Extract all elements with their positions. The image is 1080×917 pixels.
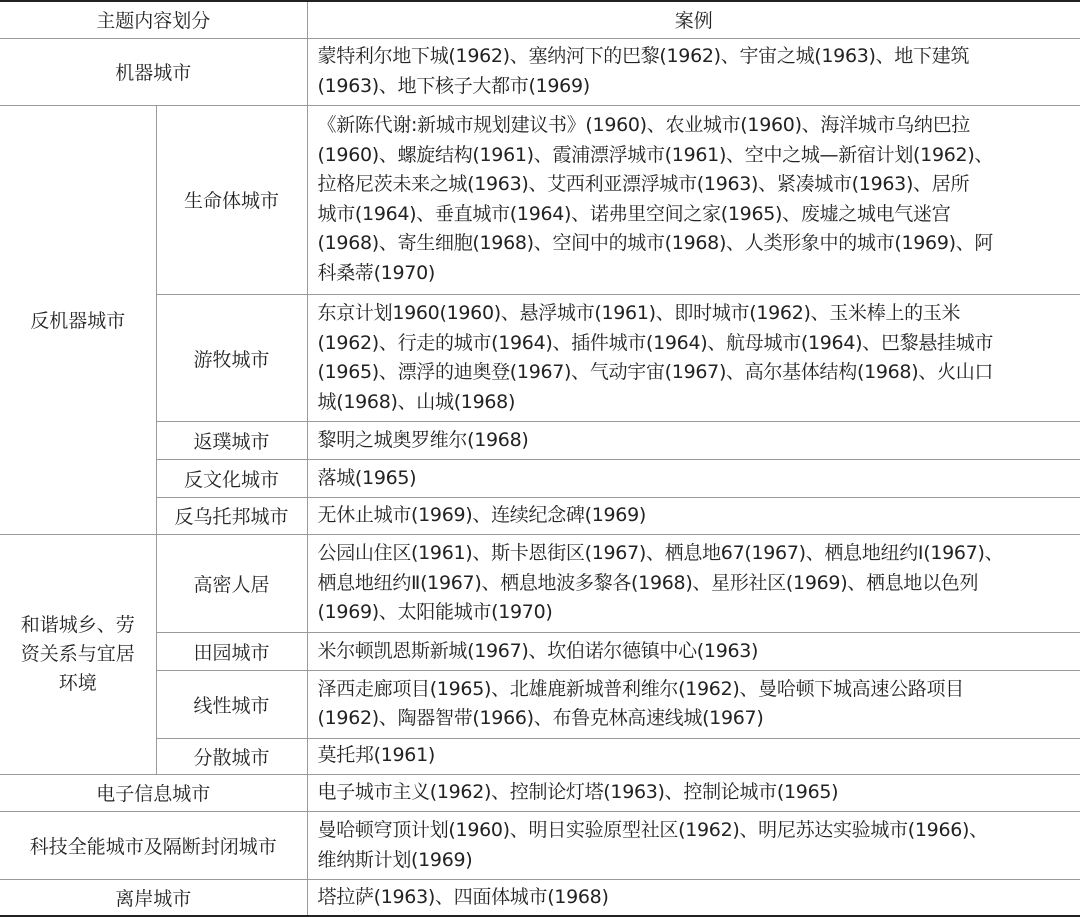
examples-return-simple-city: 黎明之城奥罗维尔(1968) — [307, 422, 1080, 460]
examples-nomadic-city: 东京计划1960(1960)、悬浮城市(1961)、即时城市(1962)、玉米棒上的玉米 (1962)、行走的城市(1964)、插件城市(1964)、航母城市(1964)、巴黎悬挂城市 (1965)、漂浮的迪奥登(1967)、气动宇宙(1967)、高尔基体结构(1968)、火山口 城(1968)、山城(1968) — [307, 294, 1080, 422]
category-electronic-city: 电子信息城市 — [0, 774, 307, 811]
header-category: 主题内容划分 — [0, 1, 307, 38]
examples-linear-city: 泽西走廊项目(1965)、北雄鹿新城普利维尔(1962)、曼哈顿下城高速公路项目 (1962)、陶器智带(1966)、布鲁克林高速线城(1967) — [307, 671, 1080, 738]
subcategory-living-body-city: 生命体城市 — [156, 105, 307, 294]
examples-living-body-city: 《新陈代谢:新城市规划建议书》(1960)、农业城市(1960)、海洋城市乌纳巴拉 (1960)、螺旋结构(1961)、霞浦漂浮城市(1961)、空中之城—新宿计划(1962)、 拉格尼茨未来之城(1963)、艾西利亚漂浮城市(1963)、紧凑城市(1963)、居所 城市(1964)、垂直城市(1964)、诺弗里空间之家(1965)、废墟之城电气迷宫 (1968)、寄生细胞(1968)、空间中的城市(1968)、人类形象中的城市(1969)、阿 科桑蒂(1970) — [307, 105, 1080, 294]
examples-electronic-city: 电子城市主义(1962)、控制论灯塔(1963)、控制论城市(1965) — [307, 774, 1080, 811]
category-machine-city: 机器城市 — [0, 38, 307, 105]
examples-counter-culture-city: 落城(1965) — [307, 460, 1080, 497]
category-harmony: 和谐城乡、劳 资关系与宜居 环境 — [0, 534, 156, 774]
subcategory-nomadic-city: 游牧城市 — [156, 294, 307, 422]
table-row — [0, 671, 1080, 738]
examples-garden-city: 米尔顿凯恩斯新城(1967)、坎伯诺尔德镇中心(1963) — [307, 633, 1080, 671]
header-examples: 案例 — [307, 1, 1080, 38]
subcategory-counter-culture-city: 反文化城市 — [156, 460, 307, 497]
subcategory-linear-city: 线性城市 — [156, 671, 307, 738]
table-row — [0, 38, 1080, 105]
header-row — [0, 1, 1080, 38]
examples-dispersed-city: 莫托邦(1961) — [307, 738, 1080, 774]
table-row — [0, 534, 1080, 632]
subcategory-high-density: 高密人居 — [156, 534, 307, 632]
table-row — [0, 497, 1080, 534]
examples-tech-city: 曼哈顿穹顶计划(1960)、明日实验原型社区(1962)、明尼苏达实验城市(1966)、 维纳斯计划(1969) — [307, 811, 1080, 879]
table-row — [0, 811, 1080, 879]
subcategory-anti-utopia-city: 反乌托邦城市 — [156, 497, 307, 534]
table-row — [0, 294, 1080, 422]
table-row — [0, 633, 1080, 671]
category-offshore-city: 离岸城市 — [0, 880, 307, 916]
category-anti-machine-city: 反机器城市 — [0, 105, 156, 534]
table-row — [0, 774, 1080, 811]
table-row — [0, 105, 1080, 294]
table-row — [0, 738, 1080, 774]
subcategory-return-simple-city: 返璞城市 — [156, 422, 307, 460]
subcategory-dispersed-city: 分散城市 — [156, 738, 307, 774]
examples-anti-utopia-city: 无休止城市(1969)、连续纪念碑(1969) — [307, 497, 1080, 534]
table-row — [0, 880, 1080, 916]
examples-high-density: 公园山住区(1961)、斯卡恩街区(1967)、栖息地67(1967)、栖息地纽约Ⅰ(1967)、 栖息地纽约Ⅱ(1967)、栖息地波多黎各(1968)、星形社区(1969)、栖息地以色列 (1969)、太阳能城市(1970) — [307, 534, 1080, 632]
table-row — [0, 460, 1080, 497]
subcategory-garden-city: 田园城市 — [156, 633, 307, 671]
examples-machine-city: 蒙特利尔地下城(1962)、塞纳河下的巴黎(1962)、宇宙之城(1963)、地下建筑 (1963)、地下核子大都市(1969) — [307, 38, 1080, 105]
category-tech-city: 科技全能城市及隔断封闭城市 — [0, 811, 307, 879]
table-row — [0, 422, 1080, 460]
examples-offshore-city: 塔拉萨(1963)、四面体城市(1968) — [307, 880, 1080, 916]
